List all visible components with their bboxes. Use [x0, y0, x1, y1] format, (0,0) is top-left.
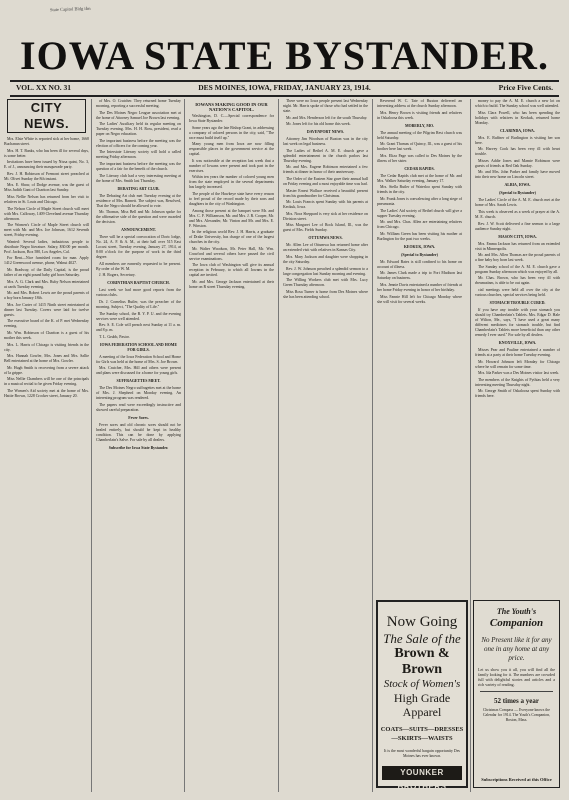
- article-paragraph: The members of the Knights of Pythias held a very interesting meeting Thursday night.: [475, 377, 560, 387]
- ad-garment-list: COATS—SUITS—DRESSES—SKIRTS—WAISTS: [380, 726, 464, 742]
- masthead-rule-bottom: [10, 95, 559, 97]
- dateline: [12, 82, 557, 94]
- column-separator: [372, 99, 373, 792]
- col5-body: [377, 99, 462, 121]
- article-paragraph: There will be a special convocation of Doric lodge, No. 24, A. F. & A. M., at their hall over 515 East Locust street, Tuesday evening, January 27, 1914, at 8:00 o'clock for the purpose of work in the third degree.: [96, 235, 181, 260]
- article-paragraph: Mr. Grant Thomas of Quincy, Ill., was a guest of his brother here last week.: [377, 142, 462, 152]
- ad-companion: Companion: [489, 617, 544, 629]
- article-paragraph: The Ladies' Aid society of Bethel church will give a supper Tuesday evening.: [377, 208, 462, 218]
- albia-body: [475, 198, 560, 231]
- subscribe-notice: Subscribe for Iowa State Bystander.: [108, 445, 169, 450]
- article-paragraph: Dr. J. Cornelius Butler, was the preacher of the morning. Subject, "The Quality of Life.": [96, 299, 181, 309]
- ad-stock-of-womens: Stock of Women's: [383, 678, 461, 690]
- article-paragraph: Reverend W. C. Tate of Buxton delivered an interesting address at the church Sunday afternoon.: [377, 99, 462, 108]
- article-paragraph: Mrs. H. T. Banks, who has been ill for several days, is some better.: [4, 148, 89, 158]
- ottumwa-news-body: [283, 243, 368, 299]
- knoxville-heading: KNOXVILLE, IOWA.: [498, 340, 537, 345]
- iowa-federation-heading: IOWA FEDERATION SCHOOL AND HOME FOR GIRLS.: [99, 342, 178, 352]
- announcement-body: [96, 235, 181, 278]
- article-paragraph: Miss Nellie Nelson has returned from her visit to relatives in St. Louis and Chicago.: [4, 194, 89, 204]
- corinthian-church-body: [96, 288, 181, 339]
- article-paragraph: Mrs. Hannah Gowler, Mrs. Jones and Mrs. Sallie Bell entertained at the home of Mrs. Gowler.: [4, 354, 89, 364]
- article-paragraph: If you have any trouble with your stomach you should try Chamberlain's Tablets. Mrs. Edgar D. Hale of Wilton, Me., says, "I have used a great many different medicines for stomach trouble, but find Chamberlain's Tablets more beneficial than any other remedy I ever used." For sale by all dealers.: [475, 307, 560, 337]
- column-separator: [91, 99, 92, 792]
- article-paragraph: Mr. Howard Johnson left Monday for Chicago where he will remain for some time.: [475, 359, 560, 369]
- keokuk-heading: KEOKUK, IOWA.: [403, 244, 436, 249]
- article-paragraph: Mrs. Henry Brown is visiting friends and relatives in Oskaloosa this week.: [377, 110, 462, 120]
- place-date: DES MOINES, IOWA, FRIDAY, JANUARY 23, 1914.: [198, 83, 371, 92]
- keokuk-subheading: (Special to Bystander): [401, 252, 438, 257]
- article-paragraph: Mr. Wm. Robinson of Chariton is a guest of his mother this week.: [4, 330, 89, 340]
- article-paragraph: The Iowa club of Washington will give its annual reception in February, to which all Iowans in the capital are invited.: [189, 263, 274, 278]
- article-paragraph: Mr. and Mrs. Robert Lewis are the proud parents of a boy born January 18th.: [4, 291, 89, 301]
- article-paragraph: The executive board of the K. of P. met Wednesday evening.: [4, 319, 89, 329]
- article-paragraph: Rev. J. W. Johnson preached a splendid sermon to a large congregation last Sunday morning and evening.: [283, 266, 368, 276]
- article-paragraph: Mrs. Nora Sheppard is very sick at her residence on Division street.: [283, 211, 368, 221]
- article-paragraph: Miss Rosa Turner is home from Des Moines where she has been attending school.: [283, 289, 368, 299]
- article-paragraph: In the religious world Rev. J. H. Harris, a graduate of Drake University, has charge of one of the largest churches in the city.: [189, 230, 274, 245]
- davenport-news-heading: DAVENPORT NEWS.: [306, 130, 345, 135]
- article-paragraph: Mrs. L. Harris of Chicago is visiting friends in the city.: [4, 342, 89, 352]
- debating-club-heading: DEBATING ART CLUB.: [117, 186, 160, 191]
- mason-city-heading: MASON CITY, IOWA.: [498, 234, 537, 239]
- article-paragraph: T. L. Grubb, Pastor.: [99, 334, 130, 339]
- article-paragraph: Washington, D. C.—Special correspondence for Iowa State Bystander.: [189, 114, 274, 123]
- article-paragraph: The Ladies of Bethel A. M. E. church gave a splendid entertainment in the church parlors last Thursday evening.: [283, 148, 368, 163]
- article-paragraph: Master Ernest Wallace received a beautiful present from his grandmother for Christmas.: [283, 188, 368, 198]
- column-5: [377, 99, 462, 594]
- article-paragraph: Mrs. Jennie Davis entertained a number of friends at her home Friday evening in honor of her birthday.: [377, 282, 462, 292]
- article-paragraph: Mr. Edward Bates is still confined to his home on account of illness.: [377, 259, 462, 269]
- albia-heading: ALBIA, IOWA.: [504, 183, 531, 188]
- article-paragraph: The Women's Circle of Maple Street church will meet with Mr. and Mrs. Joe Johnson, 1612 Seventh street, Friday evening.: [4, 223, 89, 238]
- article-paragraph: The Debating Art club met Tuesday evening at the residence of Mrs. Barnett. The subject was, Resolved, That the Negro should be allowed to vote.: [96, 193, 181, 208]
- davenport-news-body: [283, 137, 368, 233]
- clarinda-heading: CLARINDA, IOWA.: [500, 128, 535, 133]
- volume-number: VOL. XX NO. 31: [16, 83, 72, 92]
- article-paragraph: Last week we had more good reports from the various clubs.: [96, 288, 181, 298]
- article-paragraph: Mr. Harvey Cook has been very ill with heart trouble.: [475, 147, 560, 157]
- youths-companion-ad: [473, 600, 560, 788]
- article-paragraph: There were no Iowa people present last Wednesday night. Mr. Harris spoke of those who had settled in the state.: [283, 99, 368, 113]
- keokuk-body: [377, 260, 462, 305]
- article-paragraph: Mr. and Mrs. Henderson left for the south Thursday.: [286, 115, 368, 120]
- article-paragraph: It was noticeable at the reception last week that a number of Iowans were present and took part in the exercises.: [189, 158, 274, 173]
- article-paragraph: Mr. James Clark made a trip to Fort Madison last Saturday on business.: [377, 271, 462, 281]
- article-paragraph: Some years ago the late Bishop Grant, in addressing a company of colored persons in the city, said, "The race must build itself up.": [189, 125, 274, 140]
- knoxville-body: [475, 348, 560, 399]
- article-paragraph: Mrs. E. Shaw, of Dodge avenue, was the guest of Miss Judith Gant of Chariton last Sunday.: [4, 183, 89, 193]
- ad-brown-and-brown: Brown & Brown: [394, 646, 450, 677]
- article-paragraph: The people of the Hawkeye state have every reason to feel proud of the record made by their sons and daughters in the city of Washington.: [189, 191, 274, 206]
- ad-calendar-offer: Christmas Compass — Everyone knows the Calendar for 1914. The Youth's Companion, Boston, Mass.: [482, 708, 551, 722]
- ad-now-going: Now Going: [386, 614, 458, 630]
- column-1: [4, 99, 89, 794]
- city-news-heading: CITY NEWS.: [7, 99, 86, 133]
- column-4: [283, 99, 368, 794]
- article-paragraph: Miss Fannie Hill left for Chicago Monday where she will visit for several weeks.: [377, 294, 462, 304]
- article-paragraph: Fever sores and old chronic sores should not be healed entirely, but should be kept in healthy condition. This can be done by applying Chamberlain's Salve. For sale by all dealers.: [96, 422, 181, 442]
- iowans-capitol-body: [189, 114, 274, 290]
- article-paragraph: The Cedar Rapids club met at the home of Mr. and Mrs. Walker Saturday evening, January 17.: [377, 173, 462, 183]
- suffragettes-heading: SUFFRAGETTES MEET.: [116, 379, 161, 384]
- article-paragraph: Mr. Jones left for his old home this week.: [286, 122, 351, 127]
- younker-brothers-logo: YOUNKER BROTHERS: [382, 766, 462, 780]
- article-paragraph: Attorney Jim Woodson of Buxton was in the city last week on legal business.: [283, 137, 368, 147]
- article-paragraph: The Des Moines Negro League association met at the home of Attorney Samuel Joe Brown last evening.: [96, 110, 181, 120]
- article-paragraph: Mr. Thomas, Miss Bell and Mr. Johnson spoke for the affirmative side of the question and were awarded the decision.: [96, 210, 181, 225]
- article-paragraph: Mr. Walter Woodson, Mr. Peter Hall, Mr. Wm. Crawford and several others have passed the civil service examinations.: [189, 246, 274, 261]
- article-paragraph: The Sunday school, the B. Y. P. U. and the evening services were well attended.: [96, 311, 181, 321]
- article-paragraph: Miss Clara Powell, who has been spending the holidays with relatives in Keokuk, returned home Monday.: [475, 110, 560, 125]
- announcement-heading: ANNOUNCEMENT.: [121, 228, 156, 233]
- mason-city-body: [475, 242, 560, 287]
- article-paragraph: Mrs. Stella Butler of Waterloo spent Sunday with friends in the city.: [377, 185, 462, 195]
- ad-divider: [480, 691, 553, 692]
- price: Price Five Cents.: [498, 83, 553, 92]
- article-paragraph: Mr. Hugh Smith is recovering from a severe attack of la grippe.: [4, 365, 89, 375]
- col1-body: [4, 137, 89, 399]
- clarinda-body: [475, 136, 560, 181]
- article-paragraph: Mrs. Ida Parker was a Des Moines visitor last week.: [478, 371, 560, 376]
- article-paragraph: The Literary club had a very interesting meeting at the home of Mrs. Smith last Thursday.: [96, 173, 181, 183]
- article-paragraph: The Ladies' Circle of the A. M. E. church met at the home of Mrs. Sarah Lewis.: [475, 198, 560, 208]
- article-paragraph: Mr. and Mrs. Allen Thomas are the proud parents of a fine baby boy born last week.: [475, 253, 560, 263]
- article-paragraph: The important business before the meeting was the election of officers for the coming year.: [96, 138, 181, 148]
- article-paragraph: The Women's Aid society met at the home of Mrs. Hattie Brown, 1228 Crocker street, January 20.: [4, 388, 89, 398]
- article-paragraph: The papers read were exceedingly instructive and showed careful preparation.: [96, 402, 181, 412]
- cedar-rapids-body: [377, 174, 462, 242]
- cedar-rapids-heading: CEDAR RAPIDS.: [404, 166, 435, 171]
- article-paragraph: The Ladies' Auxiliary held its regular meeting on Tuesday evening. Mrs. H. H. Ross, president, read a paper on Negro education.: [96, 122, 181, 137]
- article-paragraph: Mr. and Mrs. Chas. Allen are entertaining relatives from Chicago.: [377, 220, 462, 230]
- article-paragraph: Rev. S. E. Cole will preach next Sunday at 11 a. m. and 8 p. m.: [96, 323, 181, 333]
- article-paragraph: Rev. J. H. Robinson of Fremont street preached at Mt. Olivet Sunday the 8th instant.: [4, 171, 89, 181]
- masthead: IOWA STATE BYSTANDER.: [20, 33, 549, 78]
- article-paragraph: of Mrs. O. Crutcher. They returned home Tuesday morning, reporting a successful meeting.: [96, 99, 181, 108]
- fever-sores-heading: Fever Sores.: [128, 415, 149, 420]
- ad-sale-of-the: The Sale of the: [383, 631, 461, 646]
- article-paragraph: money to pay the A. M. E. church a new lot on which to build. The Sunday school was well attended.: [475, 99, 560, 108]
- article-paragraph: The Sunday school of the A. M. E. church gave a program Sunday afternoon which was enjoyed by all.: [475, 264, 560, 274]
- column-2: [96, 99, 181, 794]
- article-paragraph: Mr. and Mrs. George Jackson entertained at their home on R street Thursday evening.: [189, 279, 274, 289]
- article-paragraph: Many young men from Iowa are now filling responsible places in the government service at the capital.: [189, 142, 274, 157]
- article-paragraph: J. H. Rogers, Secretary.: [99, 273, 136, 278]
- column-separator: [184, 99, 185, 792]
- article-paragraph: Mrs. Emma Jackson has returned from an extended visit in Minneapolis.: [475, 241, 560, 251]
- article-paragraph: Mrs. A. G. Clark and Mrs. Ruby Nelson entertained at cards Tuesday evening.: [4, 279, 89, 289]
- article-paragraph: Mr. Bradway, of the Daily Capital, is the proud father of an eight pound baby girl born Saturday.: [4, 267, 89, 277]
- ottumwa-news-heading: OTTUMWA NEWS.: [308, 236, 343, 241]
- article-paragraph: Misses Pear and Pauline entertained a number of friends at a party at their home Tuesday evening.: [475, 347, 560, 357]
- article-paragraph: Mrs. E. Ruffner of Burlington is visiting her son here.: [475, 135, 560, 145]
- article-paragraph: The Des Moines Negro suffragettes met at the home of Mrs. J. Shepherd on Monday evening. An interesting program was rendered.: [96, 386, 181, 401]
- article-paragraph: Mr. Louis Francis spent Sunday with his parents at Keokuk, Iowa.: [283, 200, 368, 210]
- article-paragraph: The Order of the Eastern Star gave their annual ball on Friday evening and a most enjoyable time was had.: [283, 176, 368, 186]
- ad-youths: The Youth's: [496, 607, 537, 616]
- ad-52-times: 52 times a year: [494, 697, 539, 705]
- col4-body: [283, 99, 368, 127]
- column-6: [475, 99, 560, 594]
- article-paragraph: Mrs. Eliza Page was called to Des Moines by the illness of her sister.: [377, 153, 462, 163]
- article-paragraph: The annual meeting of the Pilgrim Rest church was held Saturday.: [377, 130, 462, 140]
- article-paragraph: Miss Margaret Lee of Rock Island, Ill., was the guest of Mrs. Fields Sunday.: [283, 223, 368, 233]
- article-paragraph: cial meetings were held all over the city at the various churches, special services being held.: [475, 287, 560, 297]
- brown-and-brown-sale-ad: [376, 600, 468, 791]
- ad-no-present: No Present like it for any one in any home at any price.: [481, 636, 552, 662]
- column-separator: [470, 99, 471, 792]
- article-paragraph: Mrs. Elsie White is reported sick at her home, 1668 Buchanan street.: [4, 137, 89, 146]
- article-paragraph: Mr. William Green has been visiting his mother at Burlington for the past two weeks.: [377, 231, 462, 241]
- moberly-body: [377, 131, 462, 164]
- col7-body: [475, 288, 560, 298]
- article-paragraph: Within ten years the number of colored young men from the state employed in the several departments has largely increased.: [189, 175, 274, 190]
- article-paragraph: Mrs. Mary Jackson and daughter were shopping in the city Saturday.: [283, 254, 368, 264]
- col6-body: [475, 99, 560, 126]
- article-paragraph: Wanted: Several ladies, industrious people to distribute Negro literature. Salary, $30.00 per month. Prof. Jackson, Box 580, Los Angeles, Cal.: [4, 239, 89, 254]
- ad-high-grade-apparel: High Grade Apparel: [393, 691, 451, 719]
- debating-club-body: [96, 194, 181, 226]
- article-paragraph: Mr. Frank Jones is convalescing after a long siege of pneumonia.: [377, 196, 462, 206]
- moberly-heading: MOBERLY, MO.: [404, 123, 434, 128]
- article-paragraph: The Nelson Circle of Maple Street church will meet with Mrs. Calloway, 1409 Cleveland avenue Thursday afternoon.: [4, 206, 89, 221]
- archive-stamp: State Capitol Bldg ifm: [49, 5, 91, 13]
- ad-subscriptions-received: Subscriptions Received at this Office: [481, 777, 552, 782]
- article-paragraph: Mr. and Mrs. Eugene Robinson entertained a few friends at dinner in honor of their anniversary.: [283, 165, 368, 175]
- iowa-federation-body: [96, 355, 181, 377]
- ad-body: Let us show you it all, you will find all the family looking for it. The numbers are crowded full with delightful stories and articles and a rich variety of reading.: [478, 667, 555, 687]
- article-paragraph: Mr. and Mrs. John Parker and family have moved into their new home on Lincoln street.: [475, 170, 560, 180]
- fever-sores-body: [96, 423, 181, 443]
- article-paragraph: Invitations have been issued by Nissa quint, No. 3, E. of J., announcing their masquerade party.: [4, 160, 89, 170]
- article-paragraph: For Rent—Nice furnished room for man. Apply 1412 Greenwood avenue, phone, Walnut 4027.: [4, 256, 89, 266]
- article-paragraph: The Interstate Literary society will hold a called meeting Friday afternoon.: [96, 150, 181, 160]
- article-paragraph: Among those present at the banquet were Mr. and Mrs. C. F. Williamson, Mr. and Mrs. J. R. Cooper, Mr. and Mrs. Alexander, Mr. Vinton and Mr. and Mrs. E. F. Winston.: [189, 208, 274, 228]
- article-paragraph: Mr. Chas. Brown, who has been very ill with rheumatism, is able to be out again.: [475, 276, 560, 286]
- article-paragraph: The important business before the meeting was the question of a fair for the benefit of the church.: [96, 161, 181, 171]
- article-paragraph: Mr. Allen Lee of Ottumwa has returned home after an extended visit with relatives in Kansas City.: [283, 243, 368, 253]
- suffragettes-body: [96, 386, 181, 413]
- column-separator: [278, 99, 279, 792]
- ad-fine-print: It is the most wonderful bargain opportunity Des Moines has ever known.: [384, 749, 460, 758]
- corinthian-church-heading: CORINTHIAN BAPTIST CHURCH.: [107, 281, 170, 286]
- article-paragraph: All members are earnestly requested to be present. By order of the W. M.: [96, 261, 181, 271]
- article-paragraph: Mr. George Smith of Oskaloosa spent Sunday with friends here.: [475, 389, 560, 399]
- article-paragraph: Rev. J. W. Scott delivered a fine sermon to a large audience Sunday night.: [475, 221, 560, 231]
- article-paragraph: The Willing Workers club met with Mrs. Lucy Green Thursday afternoon.: [283, 278, 368, 288]
- stomach-trouble-body: [475, 308, 560, 338]
- article-paragraph: Mrs. Joe Carter of 1415 Ninth street entertained at dinner last Tuesday. Covers were laid for twelve guests.: [4, 302, 89, 317]
- article-paragraph: A meeting of the Iowa Federation School and Home for Girls was held at the home of Mrs. S. Joe Brown.: [96, 354, 181, 364]
- article-paragraph: Misses Addie Jones and Mamie Robinson were guests of friends at Red Oak Sunday.: [475, 158, 560, 168]
- col2-body: [96, 99, 181, 184]
- column-3: [189, 99, 274, 794]
- iowans-capitol-heading: IOWANS MAKING GOOD IN OUR NATION'S CAPITOL.: [195, 102, 268, 112]
- stomach-trouble-heading: STOMACH TROUBLE CURED.: [489, 300, 546, 305]
- article-paragraph: This week is observed as a week of prayer at the A. M. E. church.: [475, 209, 560, 219]
- albia-subheading: (Special to Bystander): [499, 191, 536, 196]
- article-paragraph: Mrs. Crutcher, Mrs. Hill and others were present and plans were discussed for a home for young girls.: [96, 366, 181, 376]
- article-paragraph: Miss Nellie Chambers will be one of the principals in a musical recital to be given Friday evening.: [4, 377, 89, 387]
